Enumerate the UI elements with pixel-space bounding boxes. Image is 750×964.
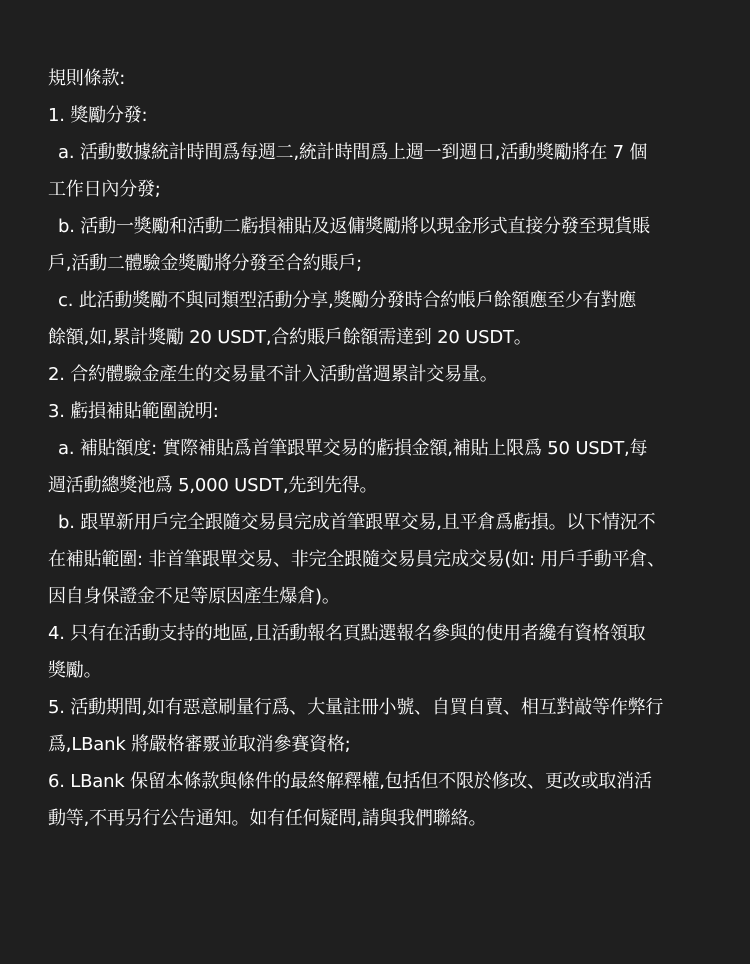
section-2-text: 2. 合約體驗金產生的交易量不計入活動當週累計交易量。 — [48, 364, 498, 385]
section-6-text-cont: 動等,不再另行公告通知。如有任何疑問,請與我們聯絡。 — [48, 808, 487, 829]
section-4-text-cont: 獎勵。 — [48, 660, 102, 681]
section-1c-text: c. 此活動獎勵不與同類型活動分享,獎勵分發時合約帳戶餘額應至少有對應 — [58, 290, 637, 311]
section-1b-text-cont: 戶,活動二體驗金獎勵將分發至合約賬戶; — [48, 253, 362, 274]
section-3a-text: a. 補貼額度: 實際補貼爲首筆跟單交易的虧損金額,補貼上限爲 50 USDT,每 — [58, 438, 648, 459]
section-3b-text: b. 跟單新用戶完全跟隨交易員完成首筆跟單交易,且平倉爲虧損。以下情況不 — [58, 512, 656, 533]
section-1c-text-cont: 餘額,如,累計獎勵 20 USDT,合約賬戶餘額需達到 20 USDT。 — [48, 327, 532, 348]
section-3-title: 3. 虧損補貼範圍說明: — [48, 401, 219, 422]
section-6-text: 6. LBank 保留本條款與條件的最終解釋權,包括但不限於修改、更改或取消活 — [48, 771, 652, 792]
terms-document — [48, 60, 720, 837]
section-3b-text-cont: 在補貼範圍: 非首筆跟單交易、非完全跟隨交易員完成交易(如: 用戶手動平倉、 — [48, 549, 665, 570]
section-1-title: 1. 獎勵分發: — [48, 105, 148, 126]
section-5-text-cont: 爲,LBank 將嚴格審覈並取消參賽資格; — [48, 734, 351, 755]
terms-heading: 規則條款: — [48, 68, 126, 89]
section-1a-text: a. 活動數據統計時間爲每週二,統計時間爲上週一到週日,活動獎勵將在 7 個 — [58, 142, 648, 163]
section-1b-text: b. 活動一獎勵和活動二虧損補貼及返傭獎勵將以現金形式直接分發至現貨賬 — [58, 216, 650, 237]
section-1a-text-cont: 工作日內分發; — [48, 179, 161, 200]
section-3b-text-cont-2: 因自身保證金不足等原因產生爆倉)。 — [48, 586, 340, 607]
section-3a-text-cont: 週活動總獎池爲 5,000 USDT,先到先得。 — [48, 475, 378, 496]
section-4-text: 4. 只有在活動支持的地區,且活動報名頁點選報名參與的使用者纔有資格領取 — [48, 623, 646, 644]
section-5-text: 5. 活動期間,如有惡意刷量行爲、大量註冊小號、自買自賣、相互對敲等作弊行 — [48, 697, 664, 718]
